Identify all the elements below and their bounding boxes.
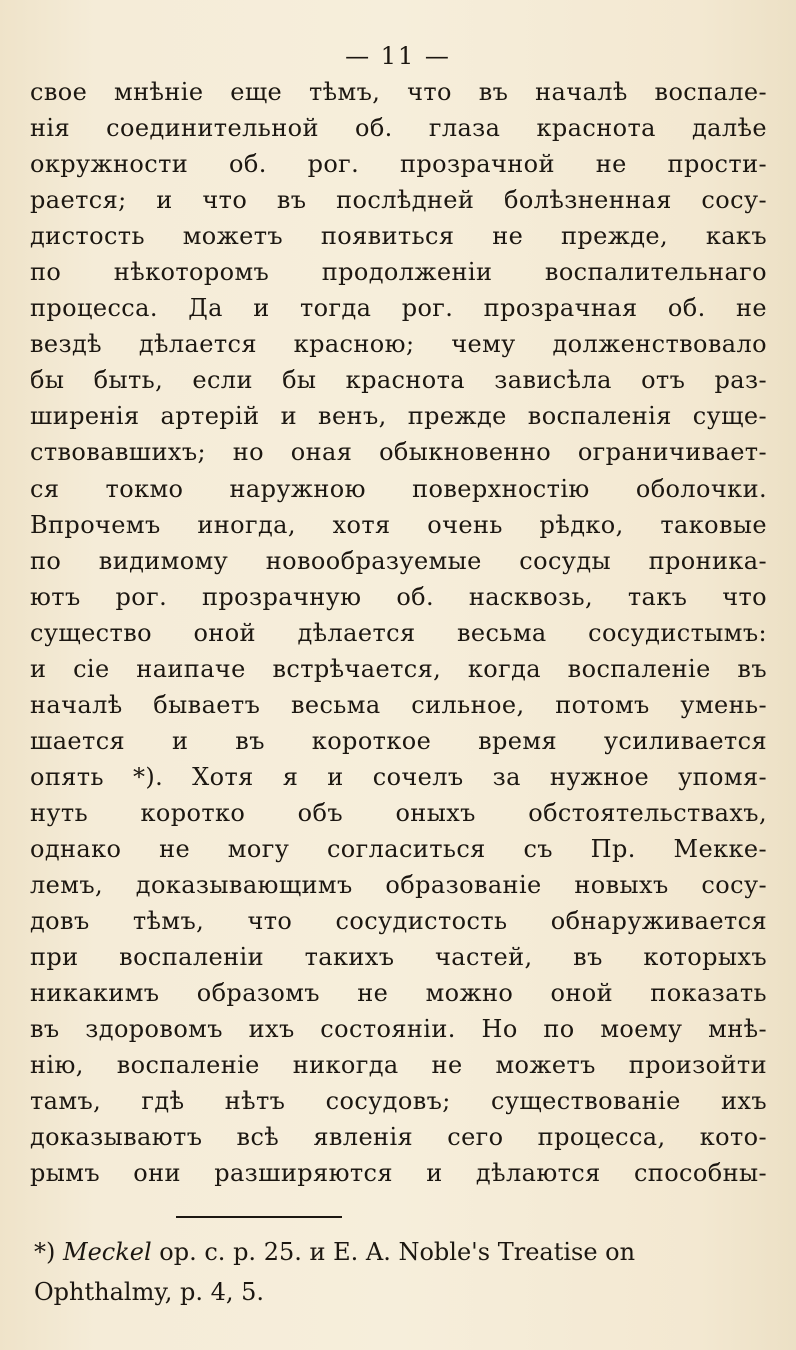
text-line: доказываютъ всѣ явленія сего процесса, кото- (30, 1123, 767, 1152)
text-line: ширенія артерій и венъ, прежде воспаленія суще- (30, 402, 767, 431)
text-line: никакимъ образомъ не можно оной показать (30, 979, 767, 1008)
text-line: по видимому новообразуемые сосуды проника- (30, 546, 767, 575)
text-line: при воспаленіи такихъ частей, въ которыхъ (30, 943, 767, 972)
text-line: ютъ рог. прозрачную об. насквозь, такъ что (30, 582, 767, 611)
text-line: нію, воспаленіе никогда не можетъ произойти (30, 1051, 767, 1080)
text-line: окружности об. рог. прозрачной не прости- (30, 150, 767, 179)
text-line: тамъ, гдѣ нѣтъ сосудовъ; существованіе ихъ (30, 1087, 767, 1116)
footnote-divider (176, 1216, 342, 1218)
text-line: вездѣ дѣлается красною; чему долженствовало (30, 330, 767, 359)
text-line: существо оной дѣлается весьма сосудистымъ: (30, 618, 767, 647)
footnote (34, 1232, 767, 1312)
text-line: шается и въ короткое время усиливается (30, 726, 767, 755)
text-line: и сіе наипаче встрѣчается, когда воспаленіе въ (30, 654, 767, 683)
text-line: началѣ бываетъ весьма сильное, потомъ умень- (30, 690, 767, 719)
page-number: — 11 — (345, 42, 451, 70)
text-line: Впрочемъ иногда, хотя очень рѣдко, таковые (30, 510, 767, 539)
text-line: ствовавшихъ; но оная обыкновенно ограничивает- (30, 438, 767, 467)
text-line: ся токмо наружною поверхностію оболочки. (30, 474, 767, 503)
text-line: свое мнѣніе еще тѣмъ, что въ началѣ воспале- (30, 78, 767, 106)
footnote-line-1 (34, 1232, 767, 1272)
body-text (30, 74, 767, 1191)
text-line: въ здоровомъ ихъ состояніи. Но по моему мнѣ- (30, 1015, 767, 1044)
text-line: дистость можетъ появиться не прежде, какъ (30, 222, 767, 251)
text-line: довъ тѣмъ, что сосудистость обнаруживается (30, 907, 767, 936)
text-line: нія соединительной об. глаза краснота далѣе (30, 114, 767, 143)
text-line: рымъ они разширяются и дѣлаются способны- (30, 1159, 767, 1188)
text-line: бы быть, если бы краснота зависѣла отъ раз- (30, 366, 767, 395)
text-line: по нѣкоторомъ продолженіи воспалительнаго (30, 258, 767, 287)
footnote-line-2: Ophthalmy, p. 4, 5. (34, 1278, 265, 1306)
text-line: процесса. Да и тогда рог. прозрачная об. не (30, 294, 767, 323)
text-line: лемъ, доказывающимъ образованіе новыхъ сосу- (30, 871, 767, 900)
footnote-marker: *) (34, 1238, 56, 1266)
footnote-author: Meckel (63, 1238, 152, 1266)
text-line: нуть коротко объ оныхъ обстоятельствахъ, (30, 798, 767, 827)
text-line: рается; и что въ послѣдней болѣзненная сосу- (30, 186, 767, 215)
text-line: опять *). Хотя я и сочелъ за нужное упомя- (30, 762, 767, 791)
footnote-citation: op. c. p. 25. и E. A. Noble's Treatise on (159, 1238, 636, 1266)
text-line: однако не могу согласиться съ Пр. Мекке- (30, 834, 767, 863)
